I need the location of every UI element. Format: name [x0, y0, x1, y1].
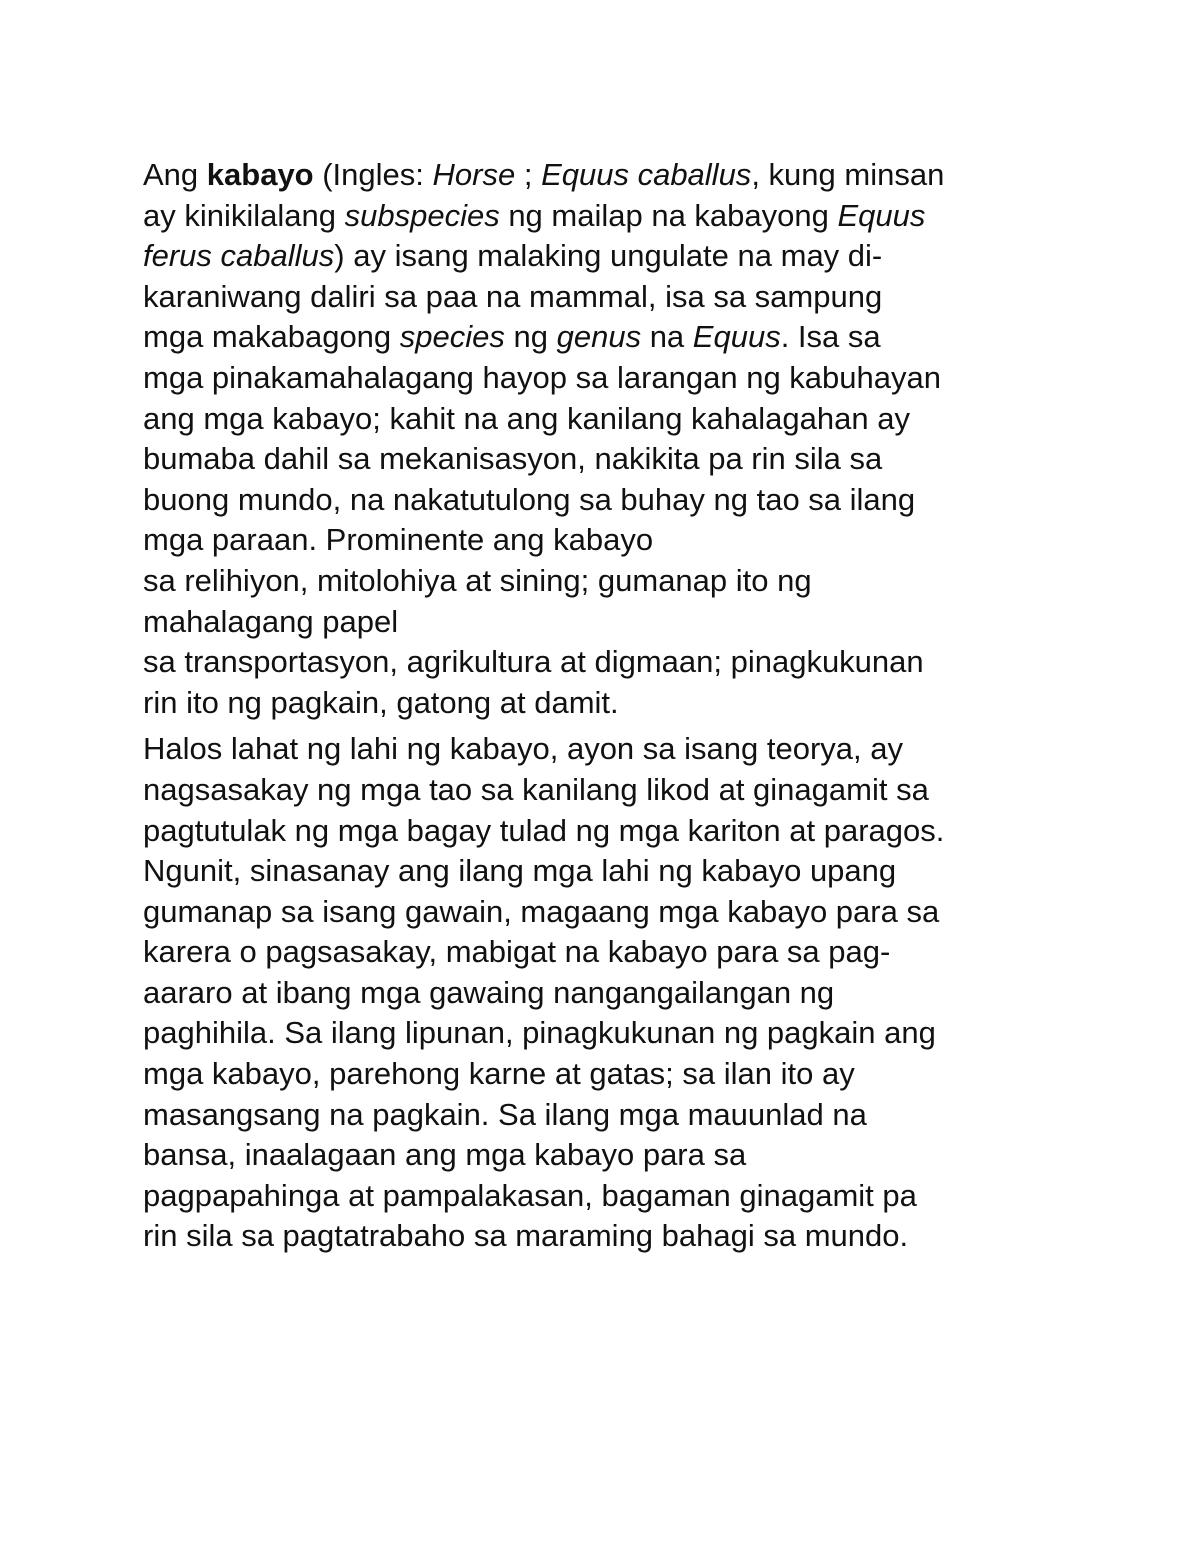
text-line	[143, 602, 1083, 643]
paragraph-1	[143, 155, 1083, 723]
text-line	[143, 399, 1083, 440]
text-line	[143, 1216, 1083, 1257]
text-run: . Isa sa	[780, 319, 881, 355]
text-line	[143, 811, 1083, 852]
text-line	[143, 683, 1083, 724]
body-text	[143, 155, 1083, 1257]
italic-term: species	[399, 319, 505, 355]
text-line	[143, 892, 1083, 933]
text-run: Halos lahat ng lahi ng kabayo, ayon sa isang teorya, ay	[143, 731, 903, 767]
text-run: ;	[515, 157, 542, 192]
text-line	[143, 973, 1083, 1014]
text-run: ) ay isang malaking ungulate na may di-	[334, 238, 883, 274]
text-run: mahalagang papel	[143, 603, 399, 639]
bold-term: kabayo	[206, 157, 314, 192]
text-run: gumanap sa isang gawain, magaang mga kabayo para sa	[143, 893, 940, 929]
text-run: paghihila. Sa ilang lipunan, pinagkukunan ng pagkain ang	[143, 1015, 936, 1051]
text-run: ay kinikilalang	[143, 197, 345, 233]
text-line	[143, 1135, 1083, 1176]
text-run: ang mga kabayo; kahit na ang kanilang kahalagahan ay	[143, 400, 910, 436]
paragraph-2	[143, 729, 1083, 1257]
text-run: (Ingles:	[313, 157, 433, 192]
text-line	[143, 358, 1083, 399]
text-run: nagsasakay ng mga tao sa kanilang likod at ginagamit sa	[143, 771, 929, 807]
text-run: ng	[504, 319, 557, 355]
text-run: mga makabagong	[143, 319, 400, 355]
text-line	[143, 155, 1083, 196]
text-line	[143, 1054, 1083, 1095]
text-run: pagpapahinga at pampalakasan, bagaman ginagamit pa	[143, 1177, 917, 1213]
text-run: karera o pagsasakay, mabigat na kabayo para sa pag-	[143, 934, 891, 970]
text-run: mga paraan. Prominente ang kabayo	[143, 522, 654, 558]
italic-term: Equus	[837, 197, 926, 233]
text-run: aararo at ibang mga gawaing nangangailangan ng	[143, 974, 835, 1010]
text-line	[143, 196, 1083, 237]
text-line	[143, 1095, 1083, 1136]
text-line	[143, 729, 1083, 770]
italic-term: genus	[556, 319, 642, 355]
text-run: Ang	[143, 157, 207, 192]
text-line	[143, 317, 1083, 358]
text-run: masangsang na pagkain. Sa ilang mga mauunlad na	[143, 1096, 867, 1132]
text-line	[143, 277, 1083, 318]
text-line	[143, 520, 1083, 561]
text-run: Ngunit, sinasanay ang ilang mga lahi ng kabayo upang	[143, 853, 897, 889]
text-run: sa transportasyon, agrikultura at digmaan; pinagkukunan	[143, 644, 924, 680]
italic-term: subspecies	[344, 197, 500, 233]
text-line	[143, 770, 1083, 811]
text-line	[143, 480, 1083, 521]
text-run: rin ito ng pagkain, gatong at damit.	[143, 684, 619, 720]
text-line	[143, 932, 1083, 973]
text-run: rin sila sa pagtatrabaho sa maraming bahagi sa mundo.	[143, 1218, 909, 1254]
italic-term: Equus caballus	[541, 157, 752, 192]
text-run: , kung minsan	[751, 157, 945, 192]
text-line	[143, 1176, 1083, 1217]
text-line	[143, 642, 1083, 683]
text-run: mga kabayo, parehong karne at gatas; sa ilan ito ay	[143, 1056, 855, 1092]
text-run: karaniwang daliri sa paa na mammal, isa sa sampung	[143, 278, 883, 314]
text-run: ng mailap na kabayong	[499, 197, 838, 233]
italic-term: Horse	[432, 157, 516, 192]
text-run: bansa, inaalagaan ang mga kabayo para sa	[143, 1137, 747, 1173]
text-run: bumaba dahil sa mekanisasyon, nakikita pa rin sila sa	[143, 441, 883, 477]
italic-term: ferus caballus	[143, 238, 335, 274]
text-line	[143, 851, 1083, 892]
text-run: buong mundo, na nakatutulong sa buhay ng tao sa ilang	[143, 481, 916, 517]
text-line	[143, 561, 1083, 602]
italic-term: Equus	[692, 319, 781, 355]
text-line	[143, 236, 1083, 277]
text-run: sa relihiyon, mitolohiya at sining; gumanap ito ng	[143, 562, 812, 598]
text-run: pagtutulak ng mga bagay tulad ng mga kariton at paragos.	[143, 812, 945, 848]
text-line	[143, 439, 1083, 480]
text-line	[143, 1013, 1083, 1054]
text-run: mga pinakamahalagang hayop sa larangan ng kabuhayan	[143, 359, 941, 395]
text-run: na	[641, 319, 693, 355]
